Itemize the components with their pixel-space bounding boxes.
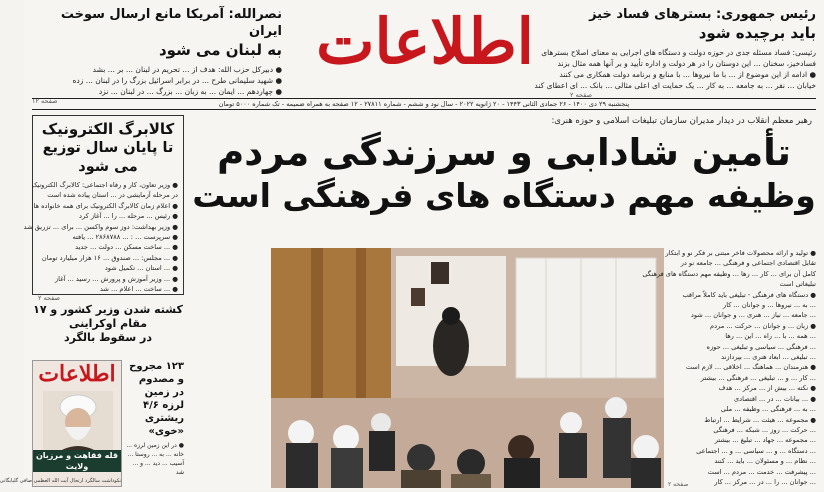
body-line: ● دستگاه های فرهنگی - تبلیغی باید کاملاً مراقب (682, 290, 816, 299)
body-line: ● هنرمندان ... هماهنگ ... اخلاقی ... لازم است (685, 363, 816, 372)
bullet-line: ● ادامه از این موضوع از ... با ما نیروها ... با منابع و برنامه دولت همکاری می کنند (559, 70, 816, 79)
ukraine-title: کشته شدن وزیر کشور و ۱۷ مقام اوکراینی (33, 303, 183, 330)
body-line: تقابل اقتصادی اجتماعی و فرهنگی ... جامعه نو در (680, 259, 816, 268)
body-line: ... به ... نیروها ... و جوانان ... کار (723, 301, 816, 310)
bullet-line: ● سرپرست ... : ... ۲۸۶۸۷۸۸ ... یافته (72, 233, 178, 242)
page-reference: صفحه ۲ (570, 91, 593, 99)
bullet-line: در مرحله آزمایشی در ... استان پیاده شده است (47, 191, 178, 200)
body-line: ... جوانان ... را ... در ... مرکز ... کار (714, 477, 816, 486)
top-right-story[interactable] (534, 6, 816, 99)
body-line: کامل آن برای ... کار ... رها ... وظیفه مهم دستگاه های فرهنگی (642, 269, 816, 278)
earthquake-body: ● در این زمین لرزه ... خانه ... به ... روستا ... آسیب ... دید ... و ... شد (126, 442, 184, 476)
sidebar-headline-2: تا پایان سال توزیع می شود (42, 140, 174, 175)
bullet-line: ● وزیر تعاون، کار و رفاه اجتماعی: کالابرگ الکترونیک (31, 181, 178, 189)
top-right-subtitle: باید برچیده شود (698, 24, 816, 42)
bullet-line: ● چهاردهم ... ایمان ... به زبان ... بزرگ ... در لبنان ... نزد (98, 87, 282, 96)
top-right-title: رئیس جمهوری: بسترهای فساد خیز (589, 7, 816, 22)
sidebar-headline-1: کالابرگ الکترونیک (41, 120, 175, 138)
bullet-line: ● ... ساخت ... اعلام ... شد (99, 285, 178, 294)
lead-story-column[interactable] (642, 248, 816, 488)
bullet-line: ● رئیس ... مرحله ... را ... آغاز کرد (79, 212, 178, 221)
lead-body-text (642, 248, 816, 487)
top-left-title: نصرالله: آمریکا مانع ارسال سوخت ایران (60, 7, 282, 39)
body-line: ● تولید و ارائه محصولات فاخر مبتنی بر فکر نو و ابتکار (665, 249, 816, 257)
top-left-bullets (32, 64, 282, 97)
top-right-bullets (534, 47, 816, 91)
meeting-photo-image (271, 248, 664, 488)
bottom-sidebar-row (0, 360, 184, 487)
lead-kicker: رهبر معظم انقلاب در دیدار مدیران سازمان تبلیغات اسلامی و حوزه هنری: (551, 116, 812, 126)
body-line: ... تبلیغی ... ابعاد هنری ... بپردازند (721, 353, 816, 362)
body-line: تبلیغاتی است (779, 280, 816, 289)
body-line: ... همه ... با ... راه ... این ... رها (725, 332, 816, 341)
body-line: ... مجموعه ... جهاد ... تبلیغ ... بیشتر (714, 436, 816, 445)
left-sidebar (0, 115, 184, 487)
body-line: ● زبان ... و جوانان ... حرکت ... مردم (710, 321, 816, 330)
bullet-line: رئیسی: فساد مسئله جدی در حوزه دولت و دستگاه های اجرایی به معنای اصلاح بسترهای (541, 48, 816, 57)
sidebar-bullets (23, 180, 178, 294)
bullet-line: ● ... استان ... تکمیل شود (104, 264, 178, 273)
body-line: ... کار ... و ... تبلیغی ... فرهنگی ... بیشتر (700, 373, 816, 382)
body-line: ● نکته ... بیش از ... مرکز ... هدف (718, 384, 816, 393)
bullet-line: فسادخیز، سخنان ... این دوستان را در هر دولت و اداره تأیید و بر آنها همه مثال بزند (557, 59, 816, 68)
body-line: ... جامعه ... نیاز ... هنری ... و جوانان ... شود (690, 311, 816, 320)
page-reference: صفحه ۲ (668, 481, 689, 488)
body-line: ... پیشرفت ... خدمت ... مردم ... است (707, 467, 816, 476)
bullet-line: ● دبیرکل حزب الله: هدف از ... تحریم در لبنان ... بر ... بشد (92, 65, 282, 74)
body-line: ... نظام ... و مسئولان ... باید ... کنند (714, 457, 816, 466)
bullet-line: ● شهید سلیمانی طرح ... در برابر اسرائیل بزرگ را در لبنان ... زده (72, 76, 282, 85)
lead-photo (271, 248, 664, 488)
masthead-logo: اطلاعات (316, 5, 534, 78)
cover-caption: قله فقاهت و مرزبان ولایت (33, 450, 121, 472)
body-line: ... فرهنگی ... سیاسی و تبلیغی ... حوزه (706, 342, 816, 351)
sidebar-story-box[interactable] (23, 115, 184, 303)
body-line: ● ... بیانات ... در ... اقتصادی (734, 394, 816, 403)
earthquake-headline: ۱۲۳ مجروح و مصدوم در زمین لرزه ۴/۶ ریشتری «خوی» (129, 361, 184, 437)
cover-subcaption: نکوداشت سالگرد ارتحال آیت الله العظمی صافی گلپایگانی (0, 478, 121, 484)
body-line: ... دستگاه ... و ... سیاسی ... و ... اجتماعی (696, 446, 816, 455)
bullet-line: خیابان ... نفر ... به جامعه ... به کار ... یک حمایت ای اعلی مثالی ... بانک ... ای اعطای کند (534, 81, 816, 90)
bullet-line: ● ... وزیر آموزش و پرورش ... رسید ... آغاز (54, 274, 178, 283)
ukraine-subtitle: در سقوط بالگرد (64, 331, 152, 344)
ukraine-headline[interactable] (32, 303, 184, 345)
bullet-line: ● وزیر بهداشت: دوز سوم واکسن ... برای ... تزریق شد (23, 222, 178, 231)
body-line: ... حرکت ... روز ... شبکه ... فرهنگی (713, 425, 816, 434)
issue-info-strip: پنجشنبه ۲۹ دی ۱۴۰۰ - ۲۶ جمادی الثانی ۱۴۴۳ - ۲۰ ژانویه ۲۰۲۲ - سال نود و ششم - شماره ۲۷۸۱۱ - ۱۲ صفحه به همراه ضمیمه - تک شماره ۵۰۰۰ تومان (32, 98, 816, 110)
lead-story[interactable] (192, 115, 816, 217)
body-line: ... به ... فرهنگی ... وظیفه ... ملی (720, 405, 816, 414)
page-reference: صفحه ۱۲ (32, 97, 58, 105)
cleric-portrait-image (43, 391, 113, 459)
supplement-cover[interactable] (0, 360, 122, 487)
lead-headline-line1: تأمین شادابی و سرزندگی مردم (217, 131, 791, 174)
bullet-line: ● اعلام زمان کالابرگ الکترونیک برای همه خانواده ها (33, 201, 178, 210)
top-left-story[interactable] (32, 6, 282, 105)
earthquake-story[interactable] (126, 360, 184, 477)
bullet-line: ● ... ساخت مسکن ... دولت ... جدید (75, 243, 178, 252)
cover-logo: اطلاعات (38, 361, 116, 387)
lead-headline-line2: وظیفه مهم دستگاه های فرهنگی است (192, 176, 816, 215)
body-line: ● مجموعه ... هیئت ... شرایط ... ارتباط (704, 415, 816, 424)
top-left-subtitle: به لبنان می شود (158, 41, 282, 59)
bullet-line: ● ... مجلس: ... صندوق ... ۱۶ هزار میلیارد تومان (41, 253, 178, 262)
page-reference: صفحه ۲ (38, 294, 61, 303)
